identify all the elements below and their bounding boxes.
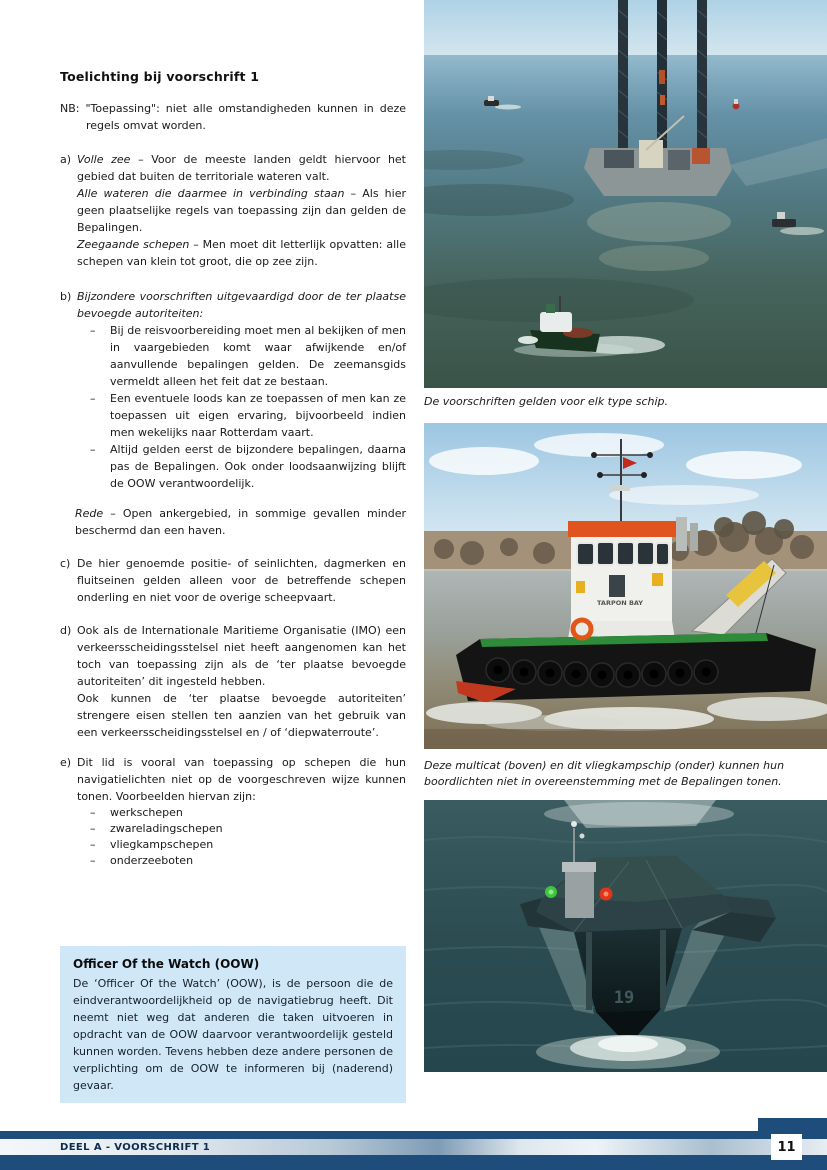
carrier-illustration (424, 800, 827, 1072)
nb-note (60, 100, 406, 134)
bullet-dash: – (90, 838, 96, 851)
section-e-bullet (90, 805, 406, 821)
footer-section-label: DEEL A - VOORSCHRIFT 1 (60, 1141, 211, 1153)
oow-info-box (60, 946, 406, 1103)
bullet-dash: – (90, 392, 96, 405)
bullet-text: vliegkampschepen (110, 838, 214, 851)
caption-rig: De voorschriften gelden voor elk type schip. (424, 395, 669, 408)
bullet-text: Bij de reisvoorbereiding moet men al bekijken of men in vaargebieden komt waar afwijkende en/of aanvullende bepalingen gelden. De zeemansgids vermeldt alleen het feit dat ze bestaan. (110, 324, 406, 388)
bullet-text: onderzeeboten (110, 854, 194, 867)
section-b-bullet (90, 322, 406, 390)
section-a-para (77, 236, 406, 270)
photo-aircraft-carrier (424, 800, 827, 1072)
section-b-marker: b) (60, 290, 72, 303)
section-e-bullet (90, 821, 406, 837)
para-text: – Als hier geen plaatselijke regels van toepassing zijn dan gelden de Bepalingen. (77, 187, 406, 234)
page-title: Toelichting bij voorschrift 1 (60, 69, 260, 84)
section-b-bullet (90, 441, 406, 492)
section-b-heading: Bijzondere voorschriften uitgevaardigd door de ter plaatse bevoegde autoriteiten: (77, 290, 406, 320)
term-alle-wateren: Alle wateren die daarmee in verbinding staan (77, 187, 345, 200)
section-b-bullet (90, 390, 406, 441)
section-a-para (77, 185, 406, 236)
term-rede: Rede (75, 507, 104, 520)
section-e-marker: e) (60, 756, 72, 769)
bullet-dash: – (90, 822, 96, 835)
section-d-marker: d) (60, 624, 72, 637)
footer-bar (0, 1131, 827, 1170)
term-zeegaande-schepen: Zeegaande schepen (77, 238, 190, 251)
para-text: – Voor de meeste landen geldt hiervoor het gebied dat buiten de territoriale wateren valt. (77, 153, 406, 183)
section-d (60, 622, 406, 741)
section-b (60, 288, 406, 492)
section-d-para: Ook kunnen de ‘ter plaatse bevoegde autoriteiten’ strengere eisen stellen ten aanzien van het gebruik van een verkeersscheidingsstelsel en / of ‘diepwaterroute’. (77, 692, 406, 739)
section-c (60, 555, 406, 606)
section-a-para (77, 151, 406, 185)
bullet-text: Altijd gelden eerst de bijzondere bepalingen, daarna pas de Bepalingen. Ook onder loodsaanwijzing blijft de OOW verantwoordelijk. (110, 443, 406, 490)
bullet-dash: – (90, 854, 96, 867)
para-text: – Men moet dit letterlijk opvatten: alle schepen van klein tot groot, die op zee zijn. (77, 238, 406, 268)
section-d-para: Ook als de Internationale Maritieme Organisatie (IMO) een verkeersscheidingsstelsel niet heeft aangenomen kan het toch van toepassing zijn als de ‘ter plaatse bevoegde autoriteiten’ dit ingesteld hebben. (77, 624, 406, 688)
section-c-text: De hier genoemde positie- of seinlichten, dagmerken en fluitseinen gelden alleen voor de betreffende schepen onderling en niet voor de overige scheepvaart. (77, 557, 406, 604)
page-number: 11 (771, 1134, 802, 1160)
bullet-text: zwareladingschepen (110, 822, 223, 835)
carrier-hull-number-text: 19 (613, 988, 635, 1008)
multicat-illustration (424, 423, 827, 749)
term-volle-zee: Volle zee (77, 153, 131, 166)
section-e-intro: Dit lid is vooral van toepassing op schepen die hun navigatielichten niet op de voorgeschreven wijze kunnen tonen. Voorbeelden hiervan zijn: (77, 756, 406, 803)
para-text: – Open ankergebied, in sommige gevallen minder beschermd dan een haven. (75, 507, 406, 537)
oow-box-body: De ‘Officer Of the Watch’ (OOW), is de persoon die de eindverantwoordelijkheid op de navigatiebrug heeft. Dit neemt niet weg dat anderen die taken uitvoeren in opdracht van de OOW daarvoor verantwoordelijk gesteld kunnen worden. Tevens hebben deze andere personen de verplichting om de OOW te informeren bij (naderend) gevaar. (73, 977, 393, 1092)
oow-box-title: Officer Of the Watch (OOW) (73, 957, 260, 971)
photo-multicat (424, 423, 827, 749)
bullet-dash: – (90, 806, 96, 819)
jackup-rig-illustration (424, 0, 827, 388)
section-e-bullet (90, 853, 406, 869)
photo-jackup-rig (424, 0, 827, 388)
nb-label: NB: (60, 102, 80, 115)
section-c-marker: c) (60, 557, 71, 570)
vessel-name-text: TARPON BAY (596, 599, 644, 607)
caption-multicat-carrier: Deze multicat (boven) en dit vliegkampschip (onder) kunnen hun boordlichten niet in overeenstemming met de Bepalingen tonen. (424, 759, 785, 788)
section-a (60, 151, 406, 270)
bullet-text: Een eventuele loods kan ze toepassen of men kan ze toepassen uit eigen ervaring, bijvoorbeeld indien men wekelijks naar Rotterdam vaart. (110, 392, 406, 439)
nb-text: "Toepassing": niet alle omstandigheden kunnen in deze regels omvat worden. (85, 102, 407, 132)
section-e-bullet (90, 837, 406, 853)
section-a-marker: a) (60, 153, 72, 166)
bullet-dash: – (90, 443, 96, 456)
section-e (60, 754, 406, 869)
footer-gradient-band (0, 1139, 827, 1155)
bullet-text: werkschepen (110, 806, 183, 819)
rede-note (75, 505, 406, 539)
bullet-dash: – (90, 324, 96, 337)
